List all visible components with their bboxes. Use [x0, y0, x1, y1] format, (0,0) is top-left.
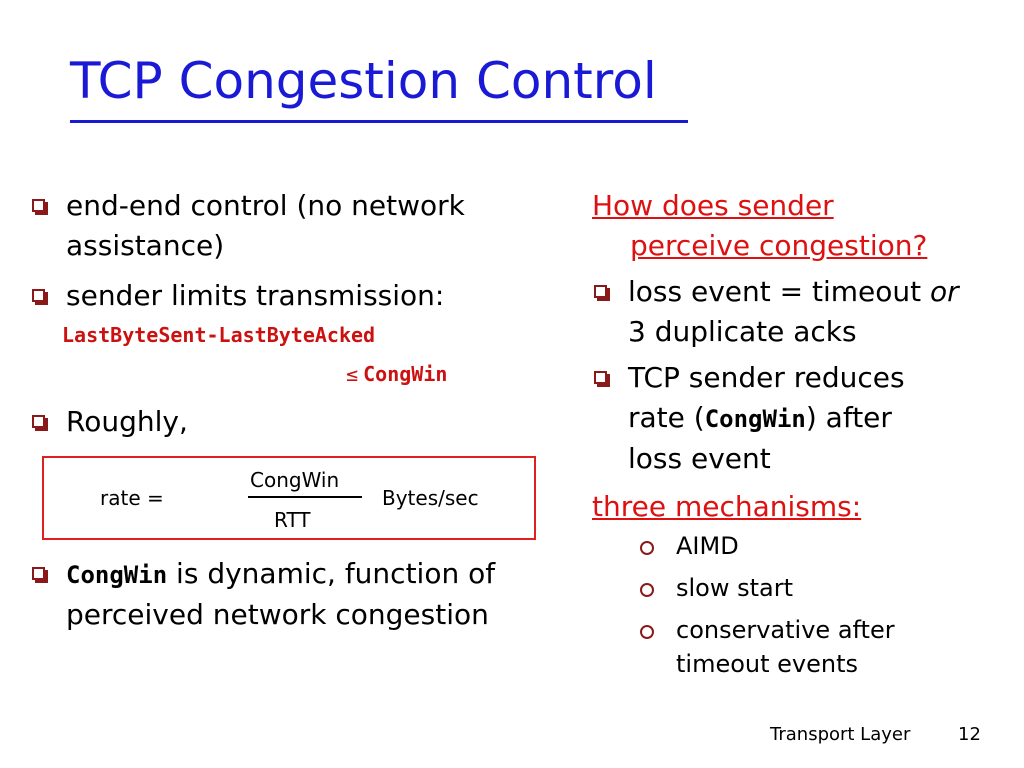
- code-line-2: [30, 354, 550, 396]
- bullet-text-2: rate (: [628, 401, 705, 434]
- formula-lhs: rate =: [100, 486, 164, 510]
- question-line-2: perceive congestion?: [630, 229, 928, 262]
- square-bullet-icon: [594, 285, 607, 298]
- square-bullet-icon: [32, 289, 45, 302]
- circle-bullet-icon: [640, 583, 654, 597]
- leq-symbol: ≤: [346, 362, 359, 386]
- bullet-sender-limits: [30, 276, 550, 316]
- circle-bullet-icon: [640, 541, 654, 555]
- bullet-text: loss event = timeout: [628, 275, 931, 308]
- bullet-or: or: [930, 275, 959, 308]
- bullet-sender-reduces: [592, 358, 1012, 479]
- mechanism-item: [592, 613, 1012, 681]
- square-bullet-icon: [32, 199, 45, 212]
- mechanism-item: [592, 571, 1012, 605]
- code-lastbyte: LastByteSent-LastByteAcked: [62, 323, 376, 347]
- bullet-text: Roughly,: [66, 405, 188, 438]
- code-congwin: CongWin: [704, 405, 806, 433]
- mechanism-item: [592, 529, 1012, 563]
- left-column-bottom: [30, 554, 550, 635]
- question-line-1: How does sender: [592, 189, 834, 222]
- mechanism-label: conservative after: [676, 616, 895, 644]
- fraction-bar: [248, 496, 362, 498]
- code-line-1: [30, 318, 550, 354]
- square-bullet-icon: [32, 567, 45, 580]
- formula-unit: Bytes/sec: [382, 486, 479, 510]
- square-bullet-icon: [32, 415, 45, 428]
- bullet-congwin-dynamic: [30, 554, 550, 635]
- mechanism-label: AIMD: [676, 532, 739, 560]
- square-bullet-icon: [594, 371, 607, 384]
- right-column: [592, 186, 1012, 681]
- question-heading: [592, 186, 1012, 266]
- footer-label: Transport Layer: [770, 724, 911, 745]
- bullet-text-4: loss event: [628, 442, 771, 475]
- bullet-text: is dynamic, function of perceived network congestion: [66, 557, 496, 631]
- formula-denominator: RTT: [274, 508, 311, 532]
- code-congwin: CongWin: [363, 362, 448, 386]
- formula-numerator: CongWin: [250, 468, 340, 492]
- bullet-text: TCP sender reduces: [628, 361, 905, 394]
- rate-formula-box: [42, 456, 536, 540]
- bullet-text: end-end control (no network assistance): [66, 189, 465, 262]
- bullet-text-3: ) after: [805, 401, 892, 434]
- slide-title: TCP Congestion Control: [70, 52, 657, 110]
- bullet-loss-event: [592, 272, 1012, 352]
- mechanism-label: slow start: [676, 574, 794, 602]
- mechanisms-heading: three mechanisms:: [592, 490, 862, 523]
- bullet-roughly: [30, 402, 550, 442]
- bullet-end-end-control: [30, 186, 550, 266]
- mechanism-label-2: timeout events: [676, 650, 859, 678]
- code-congwin: CongWin: [66, 561, 168, 589]
- bullet-text: sender limits transmission:: [66, 279, 445, 312]
- circle-bullet-icon: [640, 625, 654, 639]
- page-number: 12: [958, 724, 981, 745]
- left-column: [30, 186, 550, 442]
- title-underline: [70, 120, 688, 123]
- bullet-text-2: 3 duplicate acks: [628, 315, 857, 348]
